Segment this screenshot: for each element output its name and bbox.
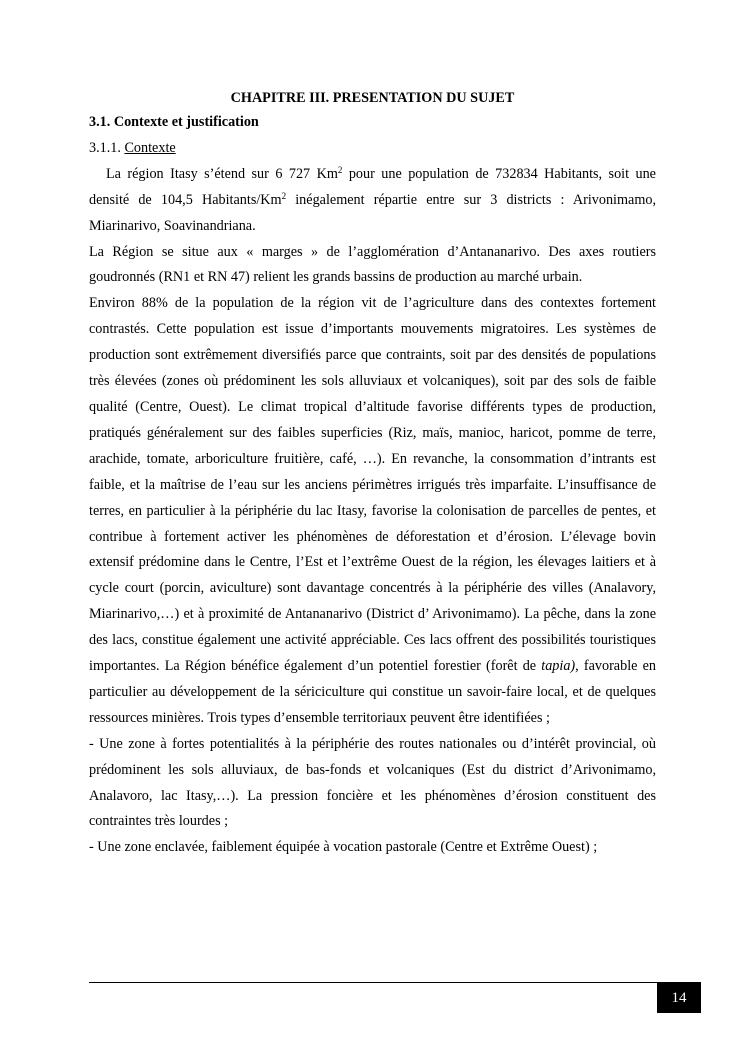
superscript: 2 <box>337 164 343 175</box>
footer-divider <box>89 982 701 983</box>
list-item: - Une zone à fortes potentialités à la périphérie des routes nationales ou d’intérêt provincial, où prédominent les sols alluviaux, de bas-fonds et volcaniques (Est du district d’Arivonimamo, Analavoro, lac Itasy,…). La pression foncière et les phénomènes d’érosion constituent des contraintes très lourdes ; <box>89 735 656 830</box>
paragraph-text: La région Itasy s’étend sur 6 727 Km <box>106 165 338 182</box>
subsection-number: 3.1.1. <box>89 139 125 156</box>
paragraph-agriculture <box>89 291 656 731</box>
italic-term: tapia) <box>541 658 576 675</box>
paragraph-region-location: La Région se situe aux « marges » de l’agglomération d’Antananarivo. Des axes routiers goudronnés (RN1 et RN 47) relient les grands bassins de production au marché urbain. <box>89 243 656 286</box>
paragraph-text: , favorable en particulier au développement de la sériciculture qui constitue un savoir-faire local, et de quelques ressources minières. Trois types d’ensemble territoriaux peuvent être identifiées ; <box>89 658 656 726</box>
paragraph-region-area <box>89 162 656 240</box>
superscript: 2 <box>281 190 287 201</box>
page-content <box>89 88 656 861</box>
subsection-heading <box>89 136 656 162</box>
section-title: 3.1. Contexte et justification <box>89 114 259 130</box>
chapter-title: CHAPITRE III. PRESENTATION DU SUJET <box>230 90 515 106</box>
paragraph-text: pour une population de 732834 Habitants, soit une densité de 104,5 Habitants/Km <box>89 165 656 208</box>
paragraph-text: Environ 88% de la population de la région vit de l’agriculture dans des contextes fortement contrastés. Cette population est issue d’importants mouvements migratoires. Les systèmes de production sont extrêmement diversifiés parce que contraints, soit par des densités de populations très élevées (zones où prédominent les sols alluviaux et volcaniques), soit par des sols de faible qualité (Centre, Ouest). Le climat tropical d’altitude favorise différents types de production, pratiqués généralement sur des faibles superficies (Riz, maïs, manioc, haricot, pomme de terre, arachide, tomate, arboriculture fruitière, café, …). En revanche, la consommation d’intrants est faible, et la maîtrise de l’eau sur les anciens périmètres irrigués très imparfaite. L’insuffisance de terres, en particulier à la périphérie du lac Itasy, favorise la colonisation de parcelles de pentes, et contribue à fortement activer les phénomènes de déforestation et d’érosion. L’élevage bovin extensif prédomine dans le Centre, l’Est et l’extrême Ouest de la région, les élevages laitiers et à cycle court (porcin, aviculture) sont davantage concentrés à la périphérie des villes (Analavory, Miarinarivo,…) et à proximité de Antananarivo (District d’ Arivonimamo). La pêche, dans la zone des lacs, constitue également une activité appréciable. Ces lacs offrent des possibilités touristiques importantes. La Région bénéfice également d’un potentiel forestier (forêt de <box>89 295 656 675</box>
list-item: - Une zone enclavée, faiblement équipée à vocation pastorale (Centre et Extrême Ouest) ; <box>89 839 598 856</box>
paragraph-text: inégalement répartie entre sur 3 districts : Arivonimamo, Miarinarivo, Soavinandriana. <box>89 191 656 234</box>
subsection-label: Contexte <box>124 139 176 156</box>
page-number: 14 <box>657 983 701 1013</box>
